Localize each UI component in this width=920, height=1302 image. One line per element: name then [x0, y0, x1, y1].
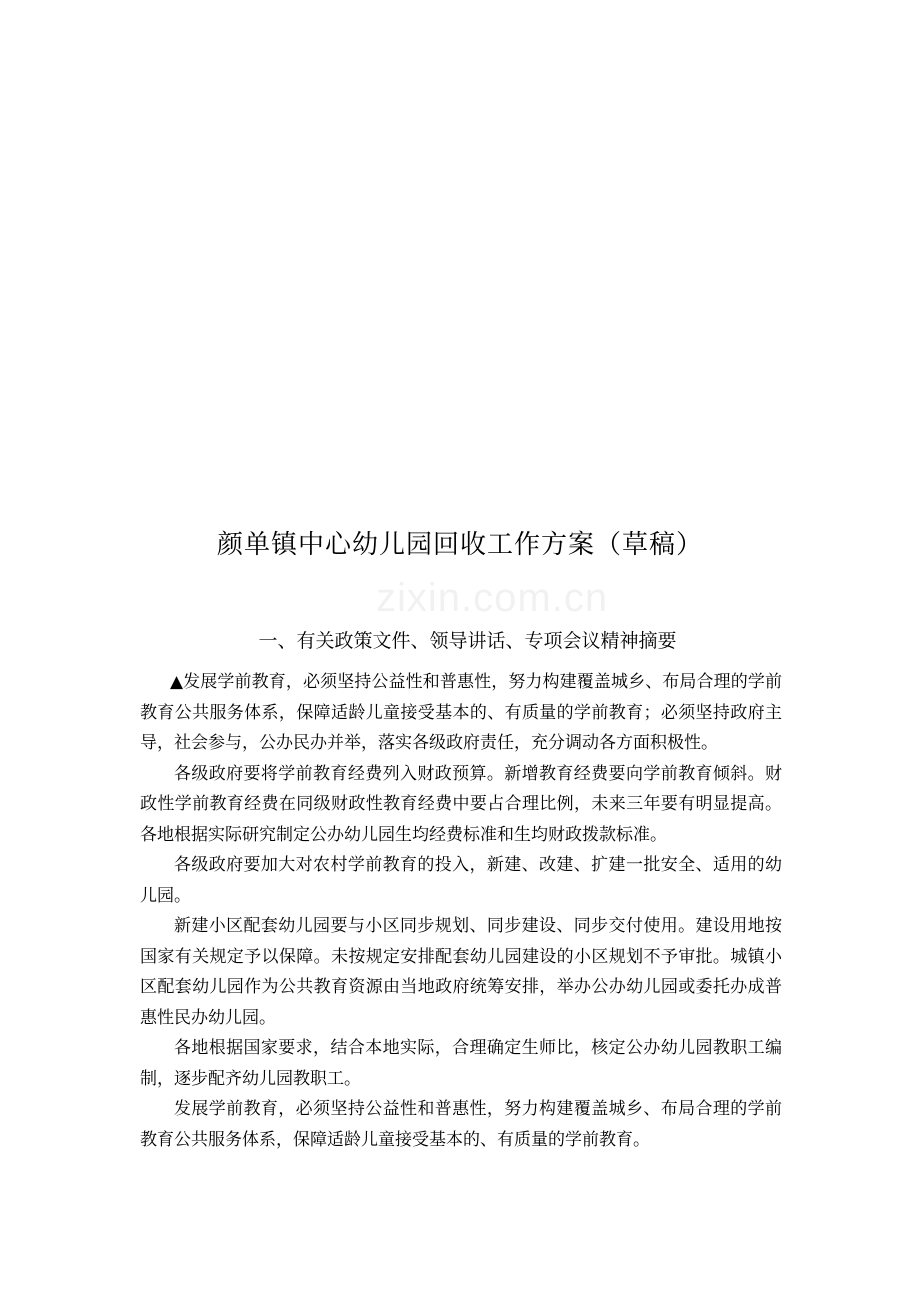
watermark: zixin.com.cn: [376, 576, 609, 620]
paragraph: [140, 1094, 782, 1155]
paragraph: 各地根据国家要求，结合本地实际，合理确定生师比，核定公办幼儿园教职工编制，逐步配齐幼儿园教职工。: [140, 1038, 782, 1089]
document-body: [140, 667, 782, 1155]
emphasis-text: 公益性和普惠性: [365, 1099, 487, 1119]
paragraph-text: 发展学前教育，必须坚持: [174, 1099, 366, 1119]
paragraph: 新建小区配套幼儿园要与小区同步规划、同步建设、同步交付使用。建设用地按国家有关规定予以保障。未按规定安排配套幼儿园建设的小区规划不予审批。城镇小区配套幼儿园作为公共教育资源由当地政府统筹安排，举办公办幼儿园或委托办成普惠性民办幼儿园。: [140, 916, 782, 1028]
paragraph: ▲发展学前教育，必须坚持公益性和普惠性，努力构建覆盖城乡、布局合理的学前教育公共服务体系，保障适龄儿童接受基本的、有质量的学前教育；必须坚持政府主导，社会参与，公办民办并举，落实各级政府责任，充分调动各方面积极性。: [140, 672, 782, 753]
document-title: 颜单镇中心幼儿园回收工作方案（草稿）: [216, 530, 703, 560]
section-heading: 一、有关政策文件、领导讲话、专项会议精神摘要: [258, 630, 677, 652]
paragraph-text: ，努力构建覆盖城乡、布局合理的学前教育公共服务体系，保障适龄儿童接受基本的、有质量的学前教育。: [140, 1099, 783, 1150]
paragraph: 各级政府要将学前教育经费列入财政预算。新增教育经费要向学前教育倾斜。财政性学前教育经费在同级财政性教育经费中要占合理比例，未来三年要有明显提高。各地根据实际研究制定公办幼儿园生均经费标准和生均财政拨款标准。: [140, 763, 782, 845]
paragraph: 各级政府要加大对农村学前教育的投入，新建、改建、扩建一批安全、适用的幼儿园。: [140, 855, 782, 906]
